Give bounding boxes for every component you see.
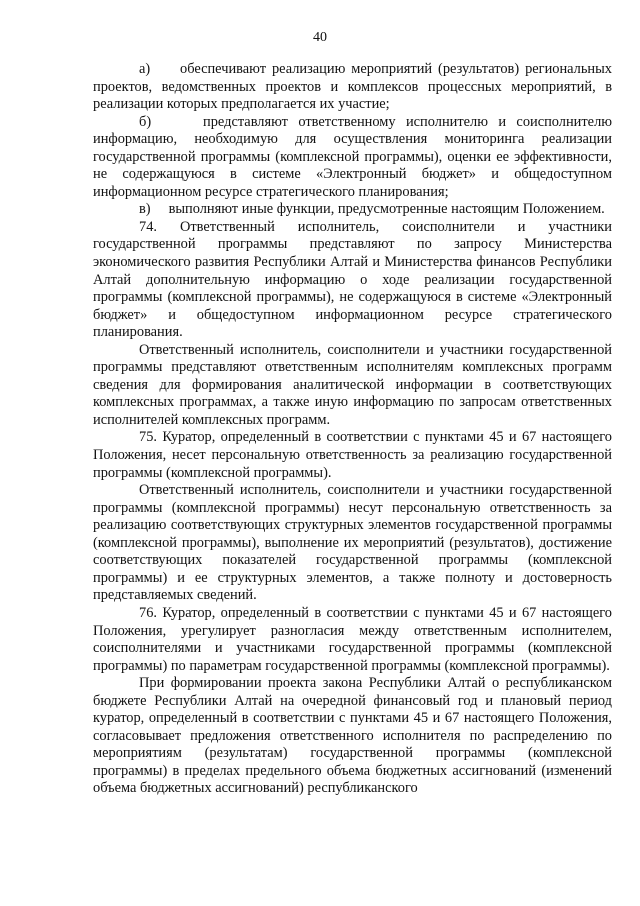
document-body	[93, 61, 612, 798]
page-number: 40	[313, 30, 327, 45]
paragraph-b: б) представляют ответственному исполнителю и соисполнителю информацию, необходимую для осуществления мониторинга реализации государственной программы (комплексной программы), оценки ее эффективности, не содержащуюся в системе «Электронный бюджет» и общедоступном информационном ресурсе стратегического планирования;	[93, 113, 612, 200]
paragraph-75: 75. Куратор, определенный в соответствии с пунктами 45 и 67 настоящего Положения, несет персональную ответственность за реализацию государственной программы (комплексной программы).	[93, 429, 612, 481]
paragraph-76: 76. Куратор, определенный в соответствии с пунктами 45 и 67 настоящего Положения, урегулирует разногласия между ответственным исполнителем, соисполнителями и участниками государственной программы (комплексной программы) по параметрам государственной программы (комплексной программы).	[93, 604, 612, 674]
paragraph-76-continued: При формировании проекта закона Республики Алтай о республиканском бюджете Республики Алтай на очередной финансовый год и плановый период куратор, определенный в соответствии с пунктами 45 и 67 настоящего Положения, согласовывает предложения ответственного исполнителя по распределению по мероприятиям (результатам) государственной программы (комплексной программы) в пределах предельного объема бюджетных ассигнований (изменений объема бюджетных ассигнований) республиканского	[93, 675, 612, 797]
paragraph-a: а) обеспечивают реализацию мероприятий (результатов) региональных проектов, ведомственных проектов и комплексов процессных мероприятий, в реализации которых предполагается их участие;	[93, 61, 612, 113]
paragraph-74-continued: Ответственный исполнитель, соисполнители и участники государственной программы представляют ответственным исполнителям комплексных программ сведения для формирования аналитической информации в соответствующих комплексных программах, а также иную информацию по запросам ответственных исполнителей комплексных программ.	[93, 341, 612, 428]
paragraph-v: в) выполняют иные функции, предусмотренные настоящим Положением.	[139, 201, 605, 218]
paragraph-74: 74. Ответственный исполнитель, соисполнители и участники государственной программы представляют по запросу Министерства экономического развития Республики Алтай и Министерства финансов Республики Алтай дополнительную информацию о ходе реализации государственной программы (комплексной программы), не содержащуюся в системе «Электронный бюджет» и общедоступном информационном ресурсе стратегического планирования.	[93, 218, 612, 341]
paragraph-75-continued: Ответственный исполнитель, соисполнители и участники государственной программы (комплексной программы) несут персональную ответственность за реализацию соответствующих структурных элементов государственной программы (комплексной программы), выполнение их мероприятий (результатов), достижение соответствующих показателей государственной программы (комплексной программы) и ее структурных элементов, а также полноту и достоверность представляемых сведений.	[93, 482, 612, 604]
